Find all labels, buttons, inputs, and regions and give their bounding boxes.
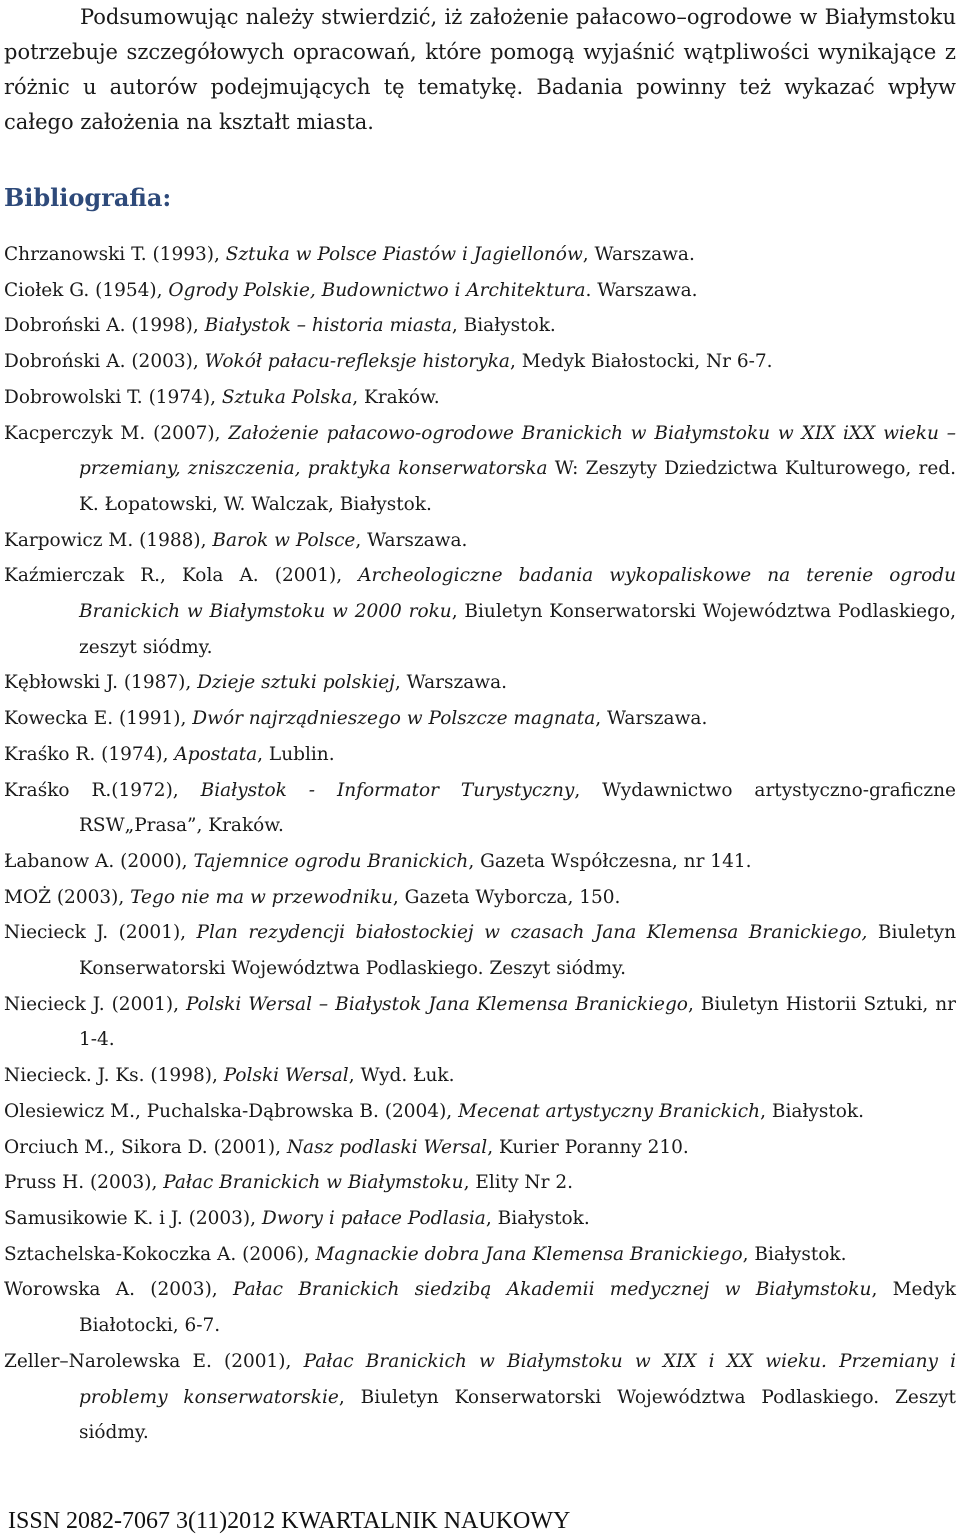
bibliography-entry (4, 1201, 956, 1237)
page-footer: ISSN 2082-7067 3(11)2012 KWARTALNIK NAUKOWY (8, 1508, 571, 1534)
entry-publication: Biuletyn Konserwatorski Województwa Podlaskiego. Zeszyt siódmy. (79, 922, 956, 980)
entry-publication: , Białystok. (742, 1243, 847, 1265)
bibliography-heading: Bibliografia: (4, 183, 172, 212)
entry-title: Sztuka Polska (221, 386, 353, 408)
entry-author-year: Orciuch M., Sikora D. (2001), (4, 1136, 287, 1158)
entry-publication: , Kurier Poranny 210. (487, 1136, 689, 1158)
entry-title: Barok w Polsce (212, 529, 356, 551)
entry-title: Tego nie ma w przewodniku (130, 886, 393, 908)
entry-publication: , Białystok. (760, 1100, 865, 1122)
entry-title: Mecenat artystyczny Branickich (458, 1100, 761, 1122)
bibliography-entry (4, 523, 956, 559)
entry-title: Pałac Branickich w Białymstoku (163, 1172, 464, 1194)
entry-publication: , Gazeta Wyborcza, 150. (392, 886, 621, 908)
bibliography-entry (4, 1165, 956, 1201)
entry-title: Pałac Branickich w Białymstoku w XIX i XX wieku. Przemiany i problemy konserwatorskie (79, 1350, 957, 1408)
entry-title: Nasz podlaski Wersal (286, 1136, 488, 1158)
entry-author-year: Kraśko R. (1974), (4, 743, 175, 765)
entry-publication: . Warszawa. (585, 279, 698, 301)
bibliography-entry (4, 1344, 956, 1451)
entry-author-year: Samusikowie K. i J. (2003), (4, 1207, 262, 1229)
entry-publication: , Kraków. (352, 386, 440, 408)
bibliography-entry (4, 1130, 956, 1166)
bibliography-entry (4, 558, 956, 665)
entry-author-year: Łabanow A. (2000), (4, 850, 194, 872)
entry-author-year: Olesiewicz M., Puchalska-Dąbrowska B. (2004), (4, 1100, 459, 1122)
entry-author-year: Kraśko R.(1972), (4, 779, 201, 801)
bibliography-entry (4, 987, 956, 1058)
entry-title: Białystok – historia miasta (204, 315, 452, 337)
entry-title: Pałac Branickich siedzibą Akademii medycznej w Białymstoku (232, 1279, 872, 1301)
entry-author-year: MOŻ (2003), (4, 886, 131, 908)
entry-publication: W: Zeszyty Dziedzictwa Kulturowego, red. K. Łopatowski, W. Walczak, Białystok. (79, 458, 956, 515)
entry-author-year: Dobrowolski T. (1974), (4, 386, 222, 408)
entry-author-year: Ciołek G. (1954), (4, 279, 169, 301)
entry-author-year: Kaźmierczak R., Kola A. (2001), (4, 565, 359, 587)
entry-title: Dwory i pałace Podlasia (261, 1207, 486, 1229)
entry-title: Archeologiczne badania wykopaliskowe na terenie ogrodu Branickich w Białymstoku w 2000 roku (79, 565, 956, 623)
entry-title: Polski Wersal (223, 1065, 349, 1087)
bibliography-entry (4, 1094, 956, 1130)
entry-author-year: Chrzanowski T. (1993), (4, 244, 226, 265)
bibliography-entry (4, 880, 956, 916)
entry-author-year: Niecieck J. (2001), (4, 922, 197, 944)
entry-author-year: Karpowicz M. (1988), (4, 529, 213, 551)
entry-publication: , Wyd. Łuk. (348, 1065, 455, 1087)
bibliography-entry (4, 237, 956, 273)
entry-publication: , Lublin. (257, 743, 335, 765)
entry-publication: , Gazeta Współczesna, nr 141. (468, 850, 752, 872)
entry-publication: , Białystok. (451, 315, 556, 337)
entry-author-year: Zeller–Narolewska E. (2001), (4, 1350, 304, 1372)
entry-author-year: Pruss H. (2003), (4, 1172, 164, 1194)
entry-title: Białystok - Informator Turystyczny (200, 779, 575, 801)
bibliography-entry (4, 665, 956, 701)
entry-title: Magnackie dobra Jana Klemensa Branickiego (315, 1243, 743, 1265)
entry-title: Plan rezydencji białostockiej w czasach Jana Klemensa Branickiego, (196, 922, 868, 944)
entry-publication: , Medyk Białotocki, 6-7. (79, 1279, 957, 1337)
entry-title: Dwór najrządnieszego w Polszcze magnata (192, 708, 596, 730)
entry-author-year: Worowska A. (2003), (4, 1279, 233, 1301)
entry-title: Wokół pałacu-refleksje historyka (204, 351, 510, 373)
entry-title: Ogrody Polskie, Budownictwo i Architektura (168, 279, 586, 301)
entry-author-year: Niecieck. J. Ks. (1998), (4, 1065, 224, 1087)
entry-publication: , Wydawnictwo artystyczno-graficzne RSW„Prasa”, Kraków. (79, 779, 956, 837)
bibliography-entry (4, 1272, 956, 1343)
entry-author-year: Kowecka E. (1991), (4, 708, 193, 730)
entry-title: Apostata (174, 743, 258, 765)
entry-author-year: Niecieck J. (2001), (4, 993, 186, 1015)
entry-title: Założenie pałacowo-ogrodowe Branickich w Białymstoku w XIX iXX wieku – przemiany, zniszczenia, praktyka konserwatorska (79, 422, 956, 480)
bibliography-entry (4, 844, 956, 880)
bibliography-list (4, 237, 956, 1451)
bibliography-entry (4, 344, 956, 380)
entry-author-year: Kębłowski J. (1987), (4, 672, 198, 694)
entry-publication: , Biuletyn Konserwatorski Województwa Podlaskiego, zeszyt siódmy. (79, 601, 956, 658)
bibliography-entry (4, 416, 956, 523)
entry-publication: , Warszawa. (595, 708, 708, 730)
bibliography-entry (4, 773, 956, 844)
bibliography-entry (4, 308, 956, 344)
entry-title: Tajemnice ogrodu Branickich (193, 850, 469, 872)
entry-publication: , Warszawa. (355, 529, 468, 551)
entry-publication: , Elity Nr 2. (463, 1172, 573, 1194)
entry-author-year: Kacperczyk M. (2007), (4, 422, 229, 444)
bibliography-entry (4, 737, 956, 773)
entry-publication: , Biuletyn Historii Sztuki, nr 1-4. (79, 993, 957, 1051)
bibliography-entry (4, 1058, 956, 1094)
entry-publication: , Medyk Białostocki, Nr 6-7. (509, 351, 773, 373)
entry-title: Sztuka w Polsce Piastów i Jagiellonów (225, 244, 583, 265)
bibliography-entry (4, 380, 956, 416)
bibliography-entry (4, 273, 956, 309)
bibliography-entry (4, 701, 956, 737)
bibliography-entry (4, 1237, 956, 1273)
entry-publication: , Warszawa. (582, 244, 695, 265)
bibliography-entry (4, 915, 956, 986)
entry-author-year: Dobroński A. (1998), (4, 315, 205, 337)
entry-title: Polski Wersal – Białystok Jana Klemensa Branickiego (185, 993, 688, 1015)
entry-author-year: Dobroński A. (2003), (4, 351, 205, 373)
entry-title: Dzieje sztuki polskiej (197, 672, 395, 694)
entry-publication: , Białystok. (485, 1207, 590, 1229)
entry-publication: , Warszawa. (394, 672, 507, 694)
entry-author-year: Sztachelska-Kokoczka A. (2006), (4, 1243, 316, 1265)
intro-paragraph: Podsumowując należy stwierdzić, iż założenie pałacowo–ogrodowe w Białymstoku potrzebuje szczegółowych opracowań, które pomogą wyjaśnić wątpliwości wynikające z różnic u autorów podejmujących tę tematykę. Badania powinny też wykazać wpływ całego założenia na kształt miasta. (4, 5, 956, 134)
entry-publication: , Biuletyn Konserwatorski Województwa Podlaskiego. Zeszyt siódmy. (79, 1386, 956, 1444)
